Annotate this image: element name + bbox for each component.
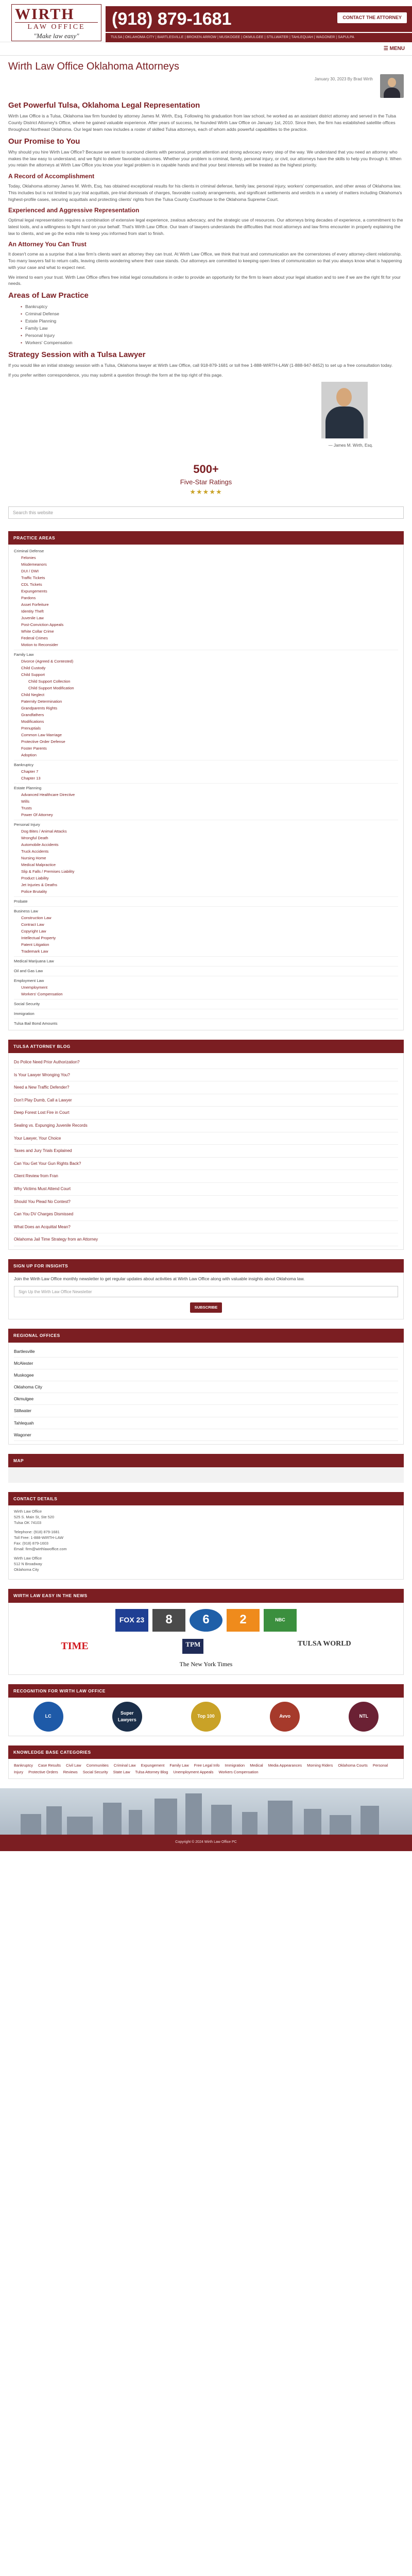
heading-strategy: Strategy Session with a Tulsa Lawyer bbox=[8, 350, 146, 360]
practice-area-link[interactable]: CDL Tickets bbox=[21, 582, 42, 587]
knowledge-category-link[interactable]: Free Legal Info bbox=[194, 1762, 220, 1768]
award-badge: Super Lawyers bbox=[112, 1702, 142, 1732]
practice-area-link[interactable]: Medical Malpractice bbox=[21, 862, 56, 867]
offices-panel bbox=[8, 1329, 404, 1445]
newsletter-email-field[interactable]: Sign Up the Wirth Law Office Newsletter bbox=[14, 1286, 398, 1297]
knowledge-category-link[interactable]: State Law bbox=[113, 1769, 130, 1774]
knowledge-category-link[interactable]: Case Results bbox=[38, 1762, 61, 1768]
practice-area-link[interactable]: Asset Forfeiture bbox=[21, 602, 49, 607]
search-input[interactable]: Search this website bbox=[8, 506, 404, 519]
blog-post-link[interactable]: Is Your Lawyer Wronging You? bbox=[14, 1069, 398, 1082]
heading-get-powerful: Get Powerful Tulsa, Oklahoma Legal Representation bbox=[8, 101, 200, 110]
practice-area-link[interactable]: Intellectual Property bbox=[21, 935, 56, 940]
contact-panel bbox=[8, 1492, 404, 1580]
offices-list bbox=[8, 1343, 404, 1445]
knowledge-category-link[interactable]: Media Appearances bbox=[268, 1762, 302, 1768]
practice-area-link[interactable]: Wills bbox=[21, 799, 30, 804]
practice-area-link[interactable]: Child Support Collection bbox=[28, 679, 71, 684]
practice-area-link[interactable]: Post-Conviction Appeals bbox=[21, 622, 64, 627]
badge-row bbox=[8, 1698, 404, 1736]
map-panel bbox=[8, 1454, 404, 1483]
award-badge: Top 100 bbox=[191, 1702, 221, 1732]
offices-title: REGIONAL OFFICES bbox=[8, 1329, 404, 1342]
practice-area-link[interactable]: Child Support bbox=[21, 672, 45, 677]
page-title: Wirth Law Office Oklahoma Attorneys bbox=[8, 61, 179, 72]
practice-area-link[interactable]: Employment Law bbox=[14, 976, 398, 984]
practice-area-link[interactable]: Oil and Gas Law bbox=[14, 966, 398, 974]
practice-area-link[interactable]: Immigration bbox=[14, 1009, 398, 1017]
practice-area-link[interactable]: Foster Parents bbox=[21, 745, 47, 751]
practice-area-link[interactable]: Modifications bbox=[21, 719, 44, 724]
practice-area-link[interactable]: Felonies bbox=[21, 555, 36, 560]
practice-areas-panel bbox=[8, 531, 404, 1030]
recognition-title: RECOGNITION FOR WIRTH LAW OFFICE bbox=[8, 1684, 404, 1698]
nyt-row bbox=[14, 1658, 398, 1671]
practice-area-link[interactable]: Child Support Modification bbox=[28, 685, 74, 690]
practice-area-link[interactable]: Child Custody bbox=[21, 665, 46, 670]
blog-list bbox=[8, 1053, 404, 1250]
contact-line: Tulsa OK 74103 bbox=[14, 1520, 42, 1526]
practice-area-link[interactable]: Protective Order Defense bbox=[21, 739, 65, 744]
record-paragraph: Today, Oklahoma attorney James M. Wirth, Esq. has obtained exceptional results for his clients in criminal defense, family law, personal injury, workers' compensation, and other areas of Oklahoma law. This includes but is not limited to jury trial acquittals, pre-trial dismissals of charges, favorable custody arrangements, and significant settlements and verdicts in a variety of matters including Oklahoma's highest-profile cases, securing acquittals and protecting clients' rights from the Tulsa County Courthouse to the Oklahoma Supreme Court. bbox=[8, 183, 402, 202]
practice-area-link[interactable]: Power Of Attorney bbox=[21, 812, 53, 817]
blog-post-link[interactable]: Sealing vs. Expunging Juvenile Records bbox=[14, 1120, 398, 1132]
knowledge-panel bbox=[8, 1745, 404, 1779]
knowledge-category-link[interactable]: Medical bbox=[250, 1762, 263, 1768]
contact-line: Wirth Law Office bbox=[14, 1556, 42, 1561]
fox23-logo: FOX 23 bbox=[115, 1609, 148, 1632]
newsletter-title: SIGN UP FOR INSIGHTS bbox=[8, 1259, 404, 1273]
heading-trust: An Attorney You Can Trust bbox=[8, 241, 87, 248]
office-link[interactable]: Stillwater bbox=[14, 1405, 398, 1417]
logo-sub-text: LAW OFFICE bbox=[15, 22, 98, 32]
area-item[interactable]: • Bankruptcy bbox=[21, 303, 404, 310]
blog-post-link[interactable]: Can You DV Charges Dismissed bbox=[14, 1208, 398, 1221]
attorney-signature: — James M. Wirth, Esq. bbox=[328, 443, 373, 448]
practice-area-link[interactable]: Wrongful Death bbox=[21, 835, 48, 840]
contact-attorney-button[interactable]: CONTACT THE ATTORNEY bbox=[337, 12, 407, 23]
area-item[interactable]: • Criminal Defense bbox=[21, 310, 404, 317]
promise-paragraph: Why should you hire Wirth Law Office? Because we want to surround clients with personal, prompt attention and strong advocacy every step of the way. We understand that you need an attorney who makes the law easy to understand, and we fight to deliver favorable outcomes. Whether your problem is criminal, family, personal injury, or civil, our attorneys have the skills to help you through it. When you retain the attorneys at Wirth Law Office you know your legal problem is in capable hands and that your best interests will be treated as the highest priority. bbox=[8, 149, 402, 168]
recognition-panel bbox=[8, 1684, 404, 1736]
rating-label: Five-Star Ratings bbox=[180, 478, 232, 486]
newsletter-text: Join the Wirth Law Office monthly newsletter to get regular updates about activities at Wirth Law Office along with valuable insights about Oklahoma law. bbox=[14, 1276, 305, 1282]
blog-post-link[interactable]: Need a New Traffic Defender? bbox=[14, 1081, 398, 1094]
practice-area-link[interactable]: Expungements bbox=[21, 588, 47, 594]
rating-value: 500+ bbox=[193, 463, 219, 476]
blog-post-link[interactable]: What Does an Acquittal Mean? bbox=[14, 1221, 398, 1234]
practice-area-link[interactable]: Family Law bbox=[14, 650, 398, 658]
areas-list bbox=[21, 303, 404, 346]
nav-bar bbox=[0, 42, 412, 56]
knowledge-category-link[interactable]: Social Security bbox=[82, 1769, 108, 1774]
blog-post-link[interactable]: Can You Get Your Gun Rights Back? bbox=[14, 1158, 398, 1171]
area-item[interactable]: • Workers' Compensation bbox=[21, 339, 404, 346]
star-icon: ★★★★★ bbox=[190, 487, 222, 496]
knowledge-title: KNOWLEDGE BASE CATEGORIES bbox=[8, 1745, 404, 1759]
office-link[interactable]: Muskogee bbox=[14, 1369, 398, 1381]
blog-title: TULSA ATTORNEY BLOG bbox=[8, 1040, 404, 1053]
practice-area-link[interactable]: Estate Planning bbox=[14, 783, 398, 791]
knowledge-category-link[interactable]: Protective Orders bbox=[28, 1769, 58, 1774]
practice-area-link[interactable]: Misdemeanors bbox=[21, 562, 47, 567]
channel8-logo: 8 bbox=[152, 1609, 185, 1632]
practice-area-link[interactable]: Divorce (Agreed & Contested) bbox=[21, 658, 74, 664]
blog-post-link[interactable]: Client Review from Fran bbox=[14, 1170, 398, 1183]
practice-area-link[interactable]: Child Neglect bbox=[21, 692, 45, 697]
practice-area-link[interactable]: Tulsa Bail Bond Amounts bbox=[14, 1019, 398, 1027]
newsletter-panel bbox=[8, 1259, 404, 1319]
area-item[interactable]: • Family Law bbox=[21, 325, 404, 332]
map-title: MAP bbox=[8, 1454, 404, 1467]
trust-paragraph-2: We intend to earn your trust. Wirth Law Office offers free initial legal consultations in order to provide an opportunity for the firm to learn about your legal situation and to see if we are the right fit for your needs. bbox=[8, 274, 401, 286]
practice-area-link[interactable]: Business Law bbox=[14, 906, 398, 914]
practice-area-link[interactable]: Personal Injury bbox=[14, 820, 398, 828]
nbc-logo: NBC bbox=[264, 1609, 297, 1632]
blog-post-link[interactable]: Oklahoma Jail Time Strategy from an Attorney bbox=[14, 1233, 398, 1246]
practice-area-link[interactable]: Construction Law bbox=[21, 915, 52, 920]
contact-phone[interactable]: Telephone: (918) 879-1681 bbox=[14, 1530, 60, 1535]
header-phone-bar bbox=[106, 6, 412, 32]
blog-post-link[interactable]: Why Victims Must Attend Court bbox=[14, 1183, 398, 1196]
practice-area-link[interactable]: Slip & Falls / Premises Liability bbox=[21, 869, 75, 874]
practice-area-link[interactable]: Paternity Determination bbox=[21, 699, 62, 704]
practice-area-link[interactable]: Patent Litigation bbox=[21, 942, 49, 947]
header-phone-link[interactable]: (918) 879-1681 bbox=[112, 9, 232, 29]
contact-line: 525 S. Main St, Ste 520 bbox=[14, 1515, 55, 1520]
practice-area-link[interactable]: Copyright Law bbox=[21, 928, 46, 934]
practice-area-link[interactable]: Jet Injuries & Deaths bbox=[21, 882, 58, 887]
blog-post-link[interactable]: Deep Forest Lost Fire in Court bbox=[14, 1107, 398, 1120]
practice-area-link[interactable]: DUI / DWI bbox=[21, 568, 39, 573]
practice-area-link[interactable]: Nursing Home bbox=[21, 855, 46, 860]
office-link[interactable]: Wagoner bbox=[14, 1429, 398, 1441]
knowledge-category-link[interactable]: Workers Compensation bbox=[218, 1769, 259, 1774]
practice-area-link[interactable]: Workers' Compensation bbox=[21, 991, 63, 996]
blog-post-link[interactable]: Don't Play Dumb, Call a Lawyer bbox=[14, 1094, 398, 1107]
header-locations: TULSA | OKLAHOMA CITY | BARTLESVILLE | BROKEN ARROW | MUSKOGEE | OKMULGEE | STILLWATER | TAHLEQUAH | WAGONER | SAPULPA bbox=[106, 33, 412, 42]
heading-experienced: Experienced and Aggressive Representation bbox=[8, 207, 140, 214]
copyright-text: Copyright © 2024 Wirth Law Office PC bbox=[175, 1840, 237, 1844]
practice-area-link[interactable]: Product Liability bbox=[21, 875, 49, 880]
practice-area-link[interactable]: Unemployment bbox=[21, 985, 48, 990]
award-badge: LC bbox=[33, 1702, 63, 1732]
office-link[interactable]: Okmulgee bbox=[14, 1393, 398, 1405]
post-byline: January 30, 2023 By Brad Wirth bbox=[314, 77, 373, 81]
menu-toggle-button[interactable]: ☰ MENU bbox=[383, 46, 405, 52]
channel2-logo: 2 bbox=[227, 1609, 260, 1632]
award-badge: NTL bbox=[349, 1702, 379, 1732]
knowledge-category-link[interactable]: Reviews bbox=[63, 1769, 78, 1774]
contact-line: Oklahoma City bbox=[14, 1567, 39, 1572]
contact-line: 512 N Broadway bbox=[14, 1562, 42, 1567]
practice-area-link[interactable]: Identity Theft bbox=[21, 608, 44, 614]
contact-title: CONTACT DETAILS bbox=[8, 1492, 404, 1505]
rating-block bbox=[0, 454, 412, 506]
practice-area-link[interactable]: Chapter 13 bbox=[21, 775, 41, 781]
practice-area-link[interactable]: Common Law Marriage bbox=[21, 732, 62, 737]
practice-area-link[interactable]: Pardons bbox=[21, 595, 36, 600]
strategy-paragraph-1: If you would like an initial strategy session with a Tulsa, Oklahoma lawyer at Wirth Law Office, call 918-879-1681 or toll free 1-888-WIRTH-LAW (1-888-947-8452) to set up a free consultation today. bbox=[8, 363, 393, 368]
logo-tagline: "Make law easy" bbox=[33, 32, 79, 40]
knowledge-category-link[interactable]: Personal Injury bbox=[14, 1762, 388, 1774]
media-logo-grid bbox=[14, 1606, 398, 1635]
heading-promise: Our Promise to You bbox=[8, 137, 80, 146]
area-item[interactable]: • Personal Injury bbox=[21, 332, 404, 339]
contact-details bbox=[8, 1505, 404, 1580]
knowledge-category-link[interactable]: Family Law bbox=[169, 1762, 189, 1768]
media-logo-row bbox=[14, 1635, 398, 1658]
subscribe-button[interactable]: SUBSCRIBE NOW bbox=[190, 1302, 222, 1313]
practice-area-link[interactable]: Contract Law bbox=[21, 922, 44, 927]
site-logo[interactable] bbox=[11, 4, 101, 41]
office-link[interactable]: Tahlequah bbox=[14, 1417, 398, 1429]
contact-email[interactable]: Email: firm@wirthlawoffice.com bbox=[14, 1547, 67, 1552]
knowledge-category-link[interactable]: Immigration bbox=[225, 1762, 245, 1768]
channel6-logo: 6 bbox=[190, 1609, 222, 1632]
area-item[interactable]: • Estate Planning bbox=[21, 317, 404, 325]
practice-area-link[interactable]: Trademark Law bbox=[21, 948, 48, 954]
practice-area-link[interactable]: Adoption bbox=[21, 752, 37, 757]
contact-tollfree[interactable]: Toll Free: 1-888-WIRTH-LAW bbox=[14, 1535, 64, 1540]
blog-post-link[interactable]: Your Lawyer, Your Choice bbox=[14, 1132, 398, 1145]
footer-skyline bbox=[0, 1788, 412, 1835]
site-header bbox=[0, 0, 412, 42]
practice-area-link[interactable]: Grandparents Rights bbox=[21, 705, 58, 710]
practice-areas-list bbox=[8, 545, 404, 1030]
practice-area-link[interactable]: Traffic Tickets bbox=[21, 575, 45, 580]
practice-area-link[interactable]: Prenuptials bbox=[21, 725, 41, 731]
map-embed[interactable] bbox=[8, 1467, 404, 1483]
newsletter-body bbox=[8, 1273, 404, 1319]
knowledge-links bbox=[8, 1759, 404, 1779]
media-panel bbox=[8, 1589, 404, 1674]
practice-area-link[interactable]: Motion to Reconsider bbox=[21, 642, 58, 647]
practice-area-link[interactable]: Probate bbox=[14, 896, 398, 905]
media-body bbox=[8, 1603, 404, 1675]
office-link[interactable]: Bartlesville bbox=[14, 1346, 398, 1358]
practice-area-link[interactable]: Truck Accidents bbox=[21, 849, 49, 854]
practice-area-link[interactable]: Dog Bites / Animal Attacks bbox=[21, 828, 67, 834]
practice-area-link[interactable]: Federal Crimes bbox=[21, 635, 48, 640]
practice-area-link[interactable]: Medical Marijuana Law bbox=[14, 956, 398, 964]
main-content bbox=[0, 56, 412, 454]
strategy-paragraph-2: If you prefer written correspondence, you may submit a question through the form at the top right of this page. bbox=[8, 372, 223, 378]
knowledge-category-link[interactable]: Expungement bbox=[141, 1762, 165, 1768]
tulsa-world-logo: TULSA WORLD bbox=[298, 1639, 351, 1648]
practice-areas-title: PRACTICE AREAS bbox=[8, 531, 404, 545]
practice-area-link[interactable]: Criminal Defense bbox=[14, 548, 44, 553]
practice-area-link[interactable]: Juvenile Law bbox=[21, 615, 44, 620]
time-logo: TIME bbox=[61, 1640, 89, 1652]
knowledge-category-link[interactable]: Communities bbox=[86, 1762, 109, 1768]
intro-paragraph: Wirth Law Office is a Tulsa, Oklahoma law firm founded by attorney James M. Wirth, Esq. Following his graduation from law school, he worked as an assistant district attorney and served in the Tulsa County District Attorney's Office, where he gained valuable experience. After years of success, he founded Wirth Law Office on January 1st, 2010. Since then, the firm has established satellite offices throughout Northeast Oklahoma. Our legal team now includes a roster of skilled Tulsa attorneys, each of whom adds powerful capabilities to the practice. bbox=[8, 113, 397, 132]
practice-area-link[interactable]: Trusts bbox=[21, 805, 32, 810]
practice-area-link[interactable]: Police Brutality bbox=[21, 889, 47, 894]
knowledge-category-link[interactable]: Morning Riders bbox=[307, 1762, 333, 1768]
media-title: WIRTH LAW EASY IN THE NEWS bbox=[8, 1589, 404, 1602]
contact-fax: Fax: (918) 879-1603 bbox=[14, 1541, 48, 1546]
blog-post-link[interactable]: Do Police Need Prior Authorization? bbox=[14, 1056, 398, 1069]
knowledge-category-link[interactable]: Tulsa Attorney Blog bbox=[135, 1769, 168, 1774]
tpm-logo: TPM bbox=[182, 1639, 203, 1654]
practice-area-link[interactable]: White Collar Crime bbox=[21, 629, 54, 634]
blog-post-link[interactable]: Taxes and Jury Trials Explained bbox=[14, 1145, 398, 1158]
heading-record: A Record of Accomplishment bbox=[8, 173, 95, 180]
nyt-logo: The New York Times bbox=[179, 1660, 233, 1668]
knowledge-category-link[interactable]: Bankruptcy bbox=[14, 1762, 33, 1768]
office-link[interactable]: McAlester bbox=[14, 1358, 398, 1369]
office-link[interactable]: Oklahoma City bbox=[14, 1381, 398, 1393]
footer-bar bbox=[0, 1835, 412, 1851]
practice-area-link[interactable]: Chapter 7 bbox=[21, 769, 39, 774]
practice-area-link[interactable]: Automobile Accidents bbox=[21, 842, 59, 847]
attorney-quote-block bbox=[8, 382, 404, 454]
practice-area-link[interactable]: Grandfathers bbox=[21, 712, 44, 717]
knowledge-category-link[interactable]: Civil Law bbox=[66, 1762, 81, 1768]
attorney-photo bbox=[321, 382, 368, 438]
heading-areas: Areas of Law Practice bbox=[8, 291, 89, 300]
practice-area-link[interactable]: Social Security bbox=[14, 999, 398, 1007]
experienced-paragraph: Optimal legal representation requires a combination of extensive legal experience, zealous advocacy, and the strategic use of resources. Our attorneys bring decades of experience, a commitment to the latest tools, and a willingness to fight hard on your behalf. That's Wirth Law Office. Our team of lawyers understands the difficulties that most attorneys and law firms encounter in properly explaining the law to clients, and we go the extra mile to keep you informed from start to finish. bbox=[8, 217, 403, 236]
blog-post-link[interactable]: Should You Plead No Contest? bbox=[14, 1196, 398, 1209]
byline-row bbox=[8, 74, 404, 97]
knowledge-category-link[interactable]: Criminal Law bbox=[113, 1762, 136, 1768]
knowledge-category-link[interactable]: Oklahoma Courts bbox=[338, 1762, 368, 1768]
trust-paragraph-1: It doesn't come as a surprise that a law firm's clients want an attorney they can trust. At Wirth Law Office, we think that trust and communication are the cornerstones of every attorney-client relationship. Too many lawyers fail to return calls, leaving clients wondering where their case stands. Our attorneys are committed to keeping open lines of communication so that you always know what is happening with your case and what to expect next. bbox=[8, 251, 402, 270]
blog-panel bbox=[8, 1040, 404, 1250]
author-avatar bbox=[380, 74, 404, 98]
practice-area-link[interactable]: Bankruptcy bbox=[14, 760, 398, 768]
contact-line: Wirth Law Office bbox=[14, 1509, 42, 1514]
logo-main-text: WIRTH bbox=[15, 6, 75, 23]
knowledge-category-link[interactable]: Unemployment Appeals bbox=[173, 1769, 214, 1774]
award-badge: Avvo bbox=[270, 1702, 300, 1732]
practice-area-link[interactable]: Advanced Healthcare Directive bbox=[21, 792, 75, 797]
